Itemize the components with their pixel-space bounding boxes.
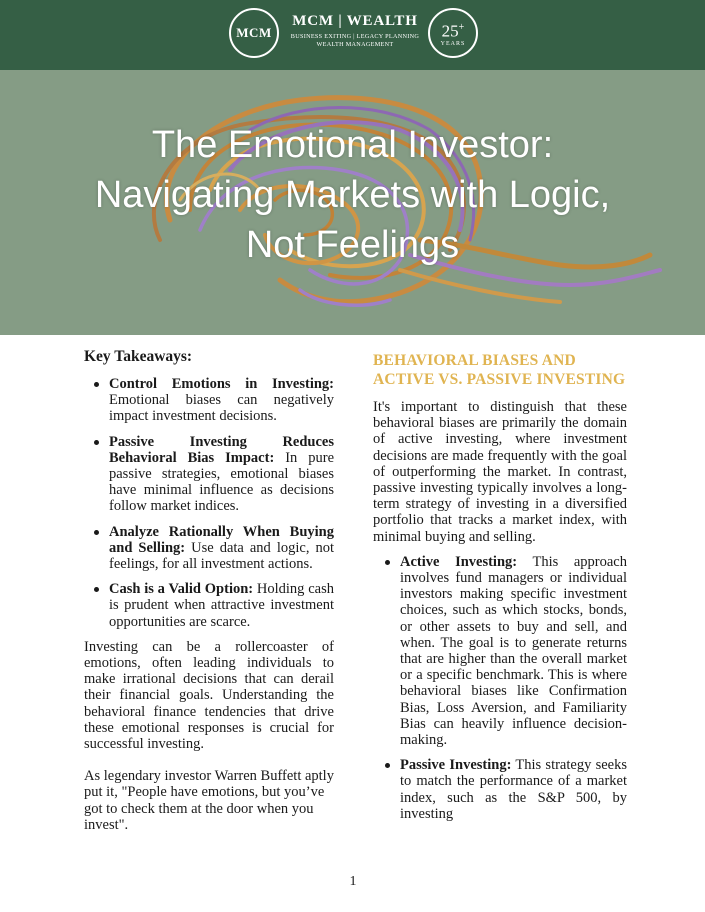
takeaway-text: Use data and logic, not feelings, for all investment actions. xyxy=(109,539,334,573)
biases-paragraph: It's important to distinguish that these behavioral biases are primarily the domain of active investing, where investment decisions are made frequently with the goal of outperforming the market. In contrast, passive investing typically involves a long-term strategy of investing in a diversified portfolio that tracks a market index, with minimal buying and selling. xyxy=(373,399,627,545)
investing-type-text: This approach involves fund managers or individual investors making specific investment choices, such as which stocks, bonds, or other assets to buy and sell, and when. The goal is to generate returns that are higher than the overall market or a specific benchmark. This is where behavioral biases like Confirmation Bias, Loss Aversion, and Familiarity Bias can heavily influence decision-making. xyxy=(400,553,627,749)
title-line-3: Not Feelings xyxy=(245,224,460,266)
investing-type-item xyxy=(373,757,627,822)
left-column xyxy=(84,348,334,833)
brand-tagline-2: WEALTH MANAGEMENT xyxy=(316,41,394,48)
page-number: 1 xyxy=(349,874,357,889)
brand-block xyxy=(284,12,426,49)
takeaway-item xyxy=(84,524,334,573)
takeaway-label: Passive Investing Reduces Behavioral Bias Impact: xyxy=(109,433,334,466)
header-bar xyxy=(0,0,705,70)
years-badge xyxy=(428,8,478,58)
takeaway-item xyxy=(84,581,334,630)
brand-name: MCM | WEALTH xyxy=(292,13,418,29)
takeaway-label: Control Emotions in Investing: xyxy=(109,376,334,392)
intro-paragraph: Investing can be a rollercoaster of emotions, often leading individuals to make irrational decisions that can derail their financial goals. Understanding the behavioral finance tendencies that drive these emotional responses is crucial for successful investing. xyxy=(84,638,334,753)
badge-plus: + xyxy=(458,22,465,33)
key-takeaways-list xyxy=(84,376,334,630)
logo-mark: MCM xyxy=(236,25,272,40)
investing-type-label: Passive Investing: xyxy=(400,757,512,774)
key-takeaways-heading: Key Takeaways: xyxy=(84,348,193,365)
takeaway-item xyxy=(84,434,334,515)
badge-years: YEARS xyxy=(440,40,466,47)
title-line-2: Navigating Markets with Logic, xyxy=(94,174,611,216)
takeaway-label: Cash is a Valid Option: xyxy=(109,581,254,598)
takeaway-text: Emotional biases can negatively impact investment decisions. xyxy=(109,392,334,425)
buffett-quote-paragraph: As legendary investor Warren Buffett aptly put it, "People have emotions, but you’ve got to check them at the door when you invest". xyxy=(84,768,334,833)
page-title xyxy=(60,120,645,270)
investing-type-label: Active Investing: xyxy=(400,553,518,570)
investing-type-item xyxy=(373,554,627,748)
section-heading: BEHAVIORAL BIASES AND ACTIVE VS. PASSIVE INVESTING xyxy=(373,352,626,388)
takeaway-item xyxy=(84,376,334,425)
takeaway-text: Holding cash is prudent when attractive investment opportunities are scarce. xyxy=(109,581,334,630)
hero-banner xyxy=(0,70,705,335)
right-column xyxy=(373,348,627,831)
brand-tagline-1: BUSINESS EXITING | LEGACY PLANNING xyxy=(290,33,420,40)
investing-types-list xyxy=(373,554,627,822)
takeaway-label: Analyze Rationally When Buying and Selling: xyxy=(109,523,334,556)
badge-number: 25 xyxy=(441,21,459,41)
takeaway-text: In pure passive strategies, emotional biases have minimal influence as decisions follow market indices. xyxy=(109,449,335,515)
mcm-logo xyxy=(229,8,279,58)
title-line-1: The Emotional Investor: xyxy=(151,124,554,166)
investing-type-text: This strategy seeks to match the performance of a market index, such as the S&P 500, by investing xyxy=(400,757,627,822)
